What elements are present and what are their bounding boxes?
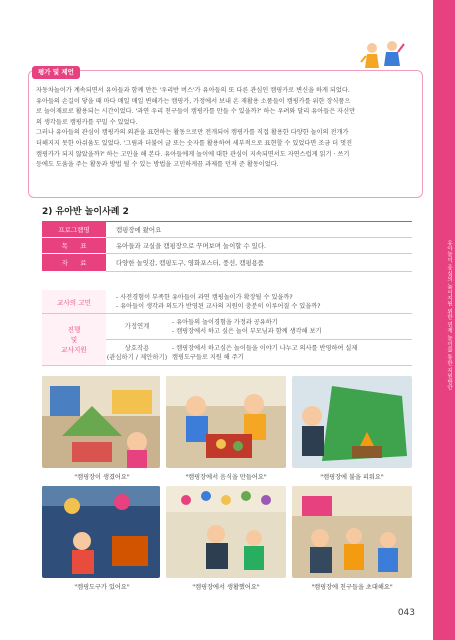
program-value: 캠핑장에 왔어요 bbox=[106, 222, 412, 238]
photo-caption: "캠핑장에서 생활했어요" bbox=[192, 584, 260, 591]
home-link-line: - 캠핑장에서 하고 싶은 놀이 부모님과 함께 생각해 보기 bbox=[172, 327, 322, 335]
home-link-line: - 유아들의 놀이경험을 가정과 공유하기 bbox=[172, 318, 278, 326]
photo-campfire bbox=[292, 376, 412, 468]
table-row-program bbox=[42, 222, 412, 238]
photo-invite-friends bbox=[292, 486, 412, 578]
evaluation-line: 그러나 유아들의 관심이 캠핑카의 외관을 표현하는 활동으로만 전개되어 캠핑카를 직접 활용한 다양한 놀이의 전개가 bbox=[36, 129, 349, 137]
photo-campsite bbox=[42, 376, 160, 468]
support-label-line: 교사지원 bbox=[61, 345, 87, 354]
teacher-concern-label: 교사의 고민 bbox=[42, 290, 106, 314]
interaction-line: - 캠핑장에서 하고싶은 놀이들을 이야기 나누고 의사를 반영하여 실제 bbox=[172, 344, 358, 352]
support-label-line: 진행 bbox=[67, 325, 81, 334]
evaluation-text bbox=[36, 86, 416, 171]
side-tab-text: 유아놀이 중심의 놀이지원 위한 연계 놀이를 통한 지원방안 bbox=[446, 240, 452, 391]
teacher-concern-value bbox=[106, 290, 412, 314]
table-row-goal bbox=[42, 238, 412, 254]
photo-camping-tools bbox=[42, 486, 160, 578]
interaction-label-line: 상호작용 bbox=[124, 343, 150, 352]
photo-caption: "캠핑장에서 음식을 만들어요" bbox=[185, 474, 267, 481]
evaluation-line: 로 놀이재료로 활용되는 시간이었다. '과연 우리 친구들이 캠핑카를 만들 수 있을까?' 하는 우려와 달리 유아들은 자신만 bbox=[36, 108, 356, 116]
photo-caption: "캠핑장에 불을 피워요" bbox=[320, 474, 384, 481]
interaction-line: 캠핑도구들로 지원 해 주기 bbox=[172, 353, 244, 361]
photo-caption: "캠핑도구가 있어요" bbox=[74, 584, 130, 591]
evaluation-line: 자동차놀이가 계속되면서 유아들과 함께 만든 '우리반 버스'가 유아들의 또 다른 관심인 캠핑카로 변신을 하게 되었다. bbox=[36, 87, 350, 94]
material-label: 자 료 bbox=[42, 254, 106, 272]
interaction-label-line: (관심하기 / 제안하기) bbox=[106, 352, 168, 361]
evaluation-line: 유아들의 손길이 닿을 때 마다 매일 매일 변해가는 캠핑카, 가정에서 보내 온 재활용 소품들이 캠핑카를 위한 장식품으 bbox=[36, 97, 351, 105]
teacher-concern-line: - 유아들이 생각과 의도가 반영된 교사의 지원이 충분히 이루어질 수 있을까? bbox=[116, 302, 321, 310]
material-value: 다양한 놀잇감, 캠핑도구, 영화포스터, 풍선, 캠핑용품 bbox=[106, 254, 412, 272]
evaluation-line: 의 생각들로 캠핑카를 꾸밀 수 있었다. bbox=[36, 118, 138, 126]
evaluation-line: 더해지지 못한 아쉬움도 있었다. '그림과 더불어 글 또는 숫자를 활용하여 세부적으로 표현할 수 있었다면 조금 더 멋진 bbox=[36, 139, 353, 147]
interaction-label bbox=[106, 340, 168, 366]
home-link-label: 가정연계 bbox=[106, 314, 168, 340]
photo-cooking bbox=[166, 376, 286, 468]
program-label: 프로그램명 bbox=[42, 222, 106, 238]
goal-value: 유아들과 교실을 캠핑장으로 꾸며보며 놀이할 수 있다. bbox=[106, 238, 412, 254]
evaluation-line: 캠핑카가 되지 않았을까?' 하는 고민을 해 본다. 유아들에게 놀이에 대한 관심이 지속되면서도 자연스럽게 읽기 · 쓰기 bbox=[36, 150, 350, 158]
teacher-concern-line: - 사전경험이 부족한 유아들이 과연 캠핑놀이가 확장될 수 있을까? bbox=[116, 293, 293, 301]
section-heading: 2) 유아반 놀이사례 2 bbox=[42, 207, 129, 217]
support-label bbox=[42, 314, 106, 366]
evaluation-line: 등에도 도움을 주는 활동과 방법 될 수 있는 방법을 고민하게끔 과제를 던져 준 활동이었다. bbox=[36, 161, 279, 169]
table-row-material bbox=[42, 254, 412, 272]
side-tab bbox=[433, 0, 455, 640]
interaction-value bbox=[168, 340, 412, 366]
kids-illustration-icon bbox=[360, 38, 406, 74]
photo-camp-life bbox=[166, 486, 286, 578]
home-link-value bbox=[168, 314, 412, 340]
goal-label: 목 표 bbox=[42, 238, 106, 254]
page-number: 043 bbox=[397, 608, 415, 618]
support-label-line: 및 bbox=[70, 335, 78, 344]
photo-caption: "캠핑장이 생겼어요" bbox=[74, 474, 130, 481]
photo-caption: "캠핑장에 친구들을 초대해요" bbox=[311, 584, 393, 591]
evaluation-tag: 평가 및 제언 bbox=[32, 66, 80, 79]
